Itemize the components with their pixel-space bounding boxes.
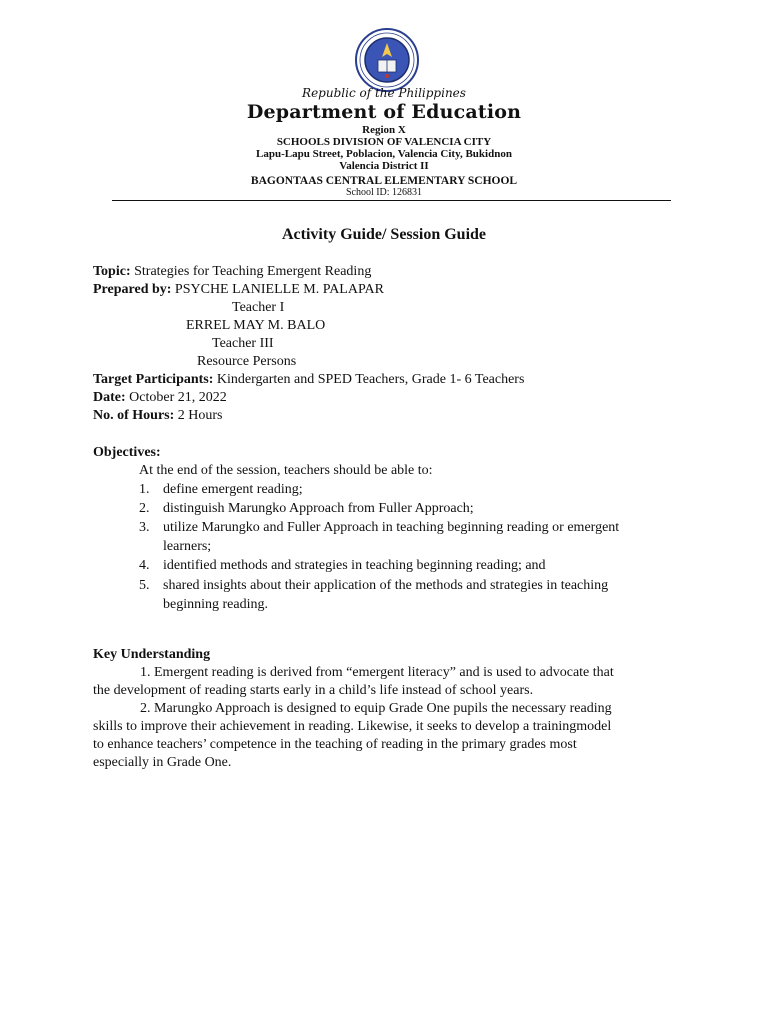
document-title: Activity Guide/ Session Guide: [281, 226, 487, 243]
preparer-name-1: PSYCHE LANIELLE M. PALAPAR: [174, 282, 384, 297]
header-divider: [112, 200, 671, 201]
prepared-by-label: Prepared by:: [93, 282, 172, 297]
republic-text: Republic of the Philippines: [302, 86, 466, 100]
target-label: Target Participants:: [93, 372, 214, 387]
date-line: [93, 389, 227, 407]
region-text: Region X: [362, 124, 406, 136]
school-id: School ID: 126831: [345, 187, 423, 198]
objective-item: distinguish Marungko Approach from Fuller Approach;: [163, 501, 474, 516]
key-paragraph-2-line: 2. Marungko Approach is designed to equip Grade One pupils the necessary reading: [140, 701, 612, 716]
objectives-intro: At the end of the session, teachers should be able to:: [139, 463, 433, 478]
key-paragraph-1-line: the development of reading starts early in a child’s life instead of school years.: [93, 683, 534, 698]
objective-item: identified methods and strategies in teaching beginning reading; and: [163, 558, 546, 573]
preparer-role-1: Teacher I: [232, 300, 285, 315]
objective-number: 4.: [139, 558, 150, 573]
key-paragraph-2-line: skills to improve their achievement in reading. Likewise, it seeks to develop a trainingmodel: [93, 719, 612, 734]
department-title: Department of Education: [246, 101, 522, 123]
hours-value: 2 Hours: [177, 408, 223, 423]
objective-item: utilize Marungko and Fuller Approach in teaching beginning reading or emergent: [163, 520, 620, 535]
division-text: SCHOOLS DIVISION OF VALENCIA CITY: [276, 136, 492, 148]
topic-value: Strategies for Teaching Emergent Reading: [134, 264, 372, 279]
date-label: Date:: [93, 390, 126, 405]
address-text: Lapu-Lapu Street, Poblacion, Valencia City, Bukidnon: [256, 148, 512, 160]
objective-item: shared insights about their application of the methods and strategies in teaching: [163, 578, 609, 593]
hours-label: No. of Hours:: [93, 408, 175, 423]
target-value: Kindergarten and SPED Teachers, Grade 1- 6 Teachers: [216, 372, 525, 387]
objective-number: 3.: [139, 520, 150, 535]
objective-item-continued: beginning reading.: [163, 597, 268, 612]
prepared-by-line: [93, 281, 384, 299]
topic-label: Topic:: [93, 264, 131, 279]
school-name: BAGONTAAS CENTRAL ELEMENTARY SCHOOL: [250, 175, 518, 187]
deped-seal-icon: [354, 27, 420, 93]
key-paragraph-1-line: 1. Emergent reading is derived from “emergent literacy” and is used to advocate that: [140, 665, 614, 680]
key-paragraph-2-line: to enhance teachers’ competence in the teaching of reading in the primary grades most: [93, 737, 577, 752]
preparer-role-2: Teacher III: [212, 336, 274, 351]
key-understanding-heading: Key Understanding: [93, 647, 211, 662]
key-paragraph-2-line: especially in Grade One.: [93, 755, 232, 770]
district-text: Valencia District II: [339, 160, 429, 172]
preparer-name-2: ERREL MAY M. BALO: [186, 318, 326, 333]
objective-number: 5.: [139, 578, 150, 593]
resource-persons-label: Resource Persons: [197, 354, 297, 369]
objective-item: define emergent reading;: [163, 482, 303, 497]
hours-line: [93, 407, 223, 425]
topic-line: [93, 263, 371, 281]
objective-number: 1.: [139, 482, 150, 497]
objective-item-continued: learners;: [163, 539, 212, 554]
target-participants-line: [93, 371, 524, 389]
date-value: October 21, 2022: [129, 390, 227, 405]
objectives-heading: Objectives:: [93, 445, 161, 460]
objective-number: 2.: [139, 501, 150, 516]
